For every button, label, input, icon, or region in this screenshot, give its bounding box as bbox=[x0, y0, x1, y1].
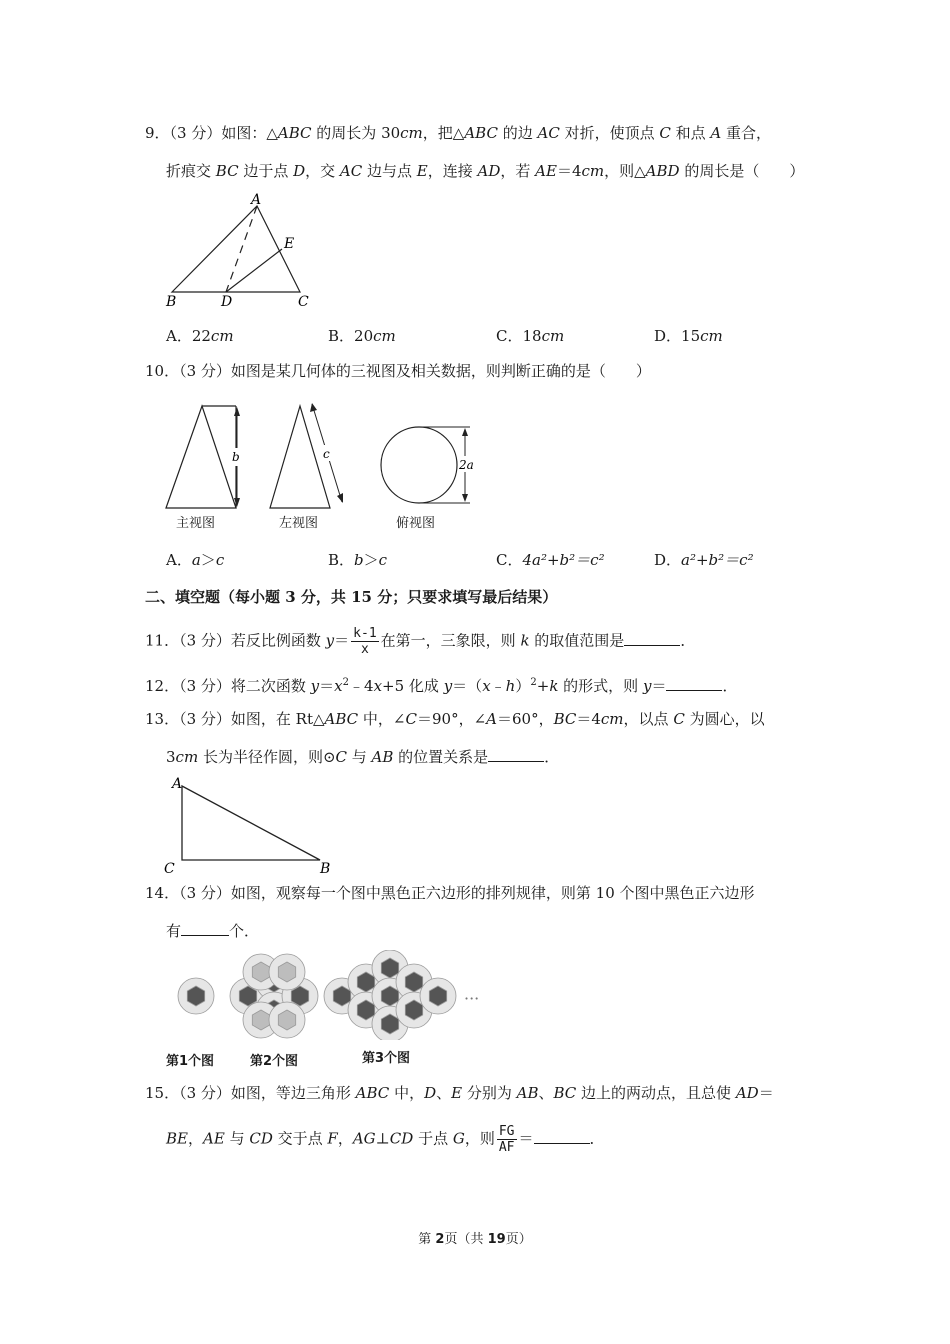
q9-option-a[interactable]: A．22cm bbox=[166, 327, 234, 345]
q10-dim-c: c bbox=[323, 447, 330, 461]
q13-right-triangle-figure bbox=[160, 772, 340, 877]
q14-ellipsis: ··· bbox=[464, 989, 480, 1008]
q10-dim-c-arrow-top bbox=[310, 403, 317, 412]
q13-line2: 3cm 长为半径作圆，则⊙C 与 AB 的位置关系是 ． bbox=[166, 748, 560, 766]
q13-triangle-abc bbox=[182, 786, 320, 860]
q13-label-b: B bbox=[320, 861, 331, 877]
q9-label-c: C bbox=[298, 294, 309, 310]
q15-answer-blank[interactable] bbox=[534, 1129, 590, 1144]
q9-segment-de bbox=[226, 249, 282, 292]
q9-line2: 折痕交 BC 边于点 D，交 AC 边与点 E，连接 AD，若 AE＝4cm，则△ABD 的周长是（ ） bbox=[166, 162, 805, 180]
q14-answer-blank[interactable] bbox=[181, 921, 229, 936]
q10-top-view-circle bbox=[381, 427, 457, 503]
q10-dim-b: b bbox=[232, 450, 240, 464]
q14-line1: 14．（3 分）如图，观察每一个图中黑色正六边形的排列规律，则第 10 个图中黑色正六边形 bbox=[145, 884, 755, 902]
q12-answer-blank[interactable] bbox=[666, 676, 722, 691]
q13-answer-blank[interactable] bbox=[488, 747, 544, 762]
q10-dim-d: 2a bbox=[459, 458, 474, 472]
q10-caption-top: 俯视图 bbox=[396, 516, 436, 531]
q11-answer-blank[interactable] bbox=[624, 631, 680, 646]
q10-caption-main: 主视图 bbox=[176, 516, 216, 531]
q9-option-c[interactable]: C．18cm bbox=[496, 327, 565, 345]
q9-triangle-figure bbox=[160, 192, 320, 312]
q10-option-d[interactable]: D．a²+b²＝c² bbox=[654, 551, 754, 569]
q9-label-b: B bbox=[166, 294, 177, 310]
q10-caption-left: 左视图 bbox=[279, 516, 319, 531]
q9-triangle-abc bbox=[172, 206, 300, 292]
q13-line1: 13．（3 分）如图，在 Rt△ABC 中，∠C＝90°，∠A＝60°，BC＝4cm，以点 C 为圆心，以 bbox=[145, 710, 765, 728]
q15-line1: 15．（3 分）如图，等边三角形 ABC 中，D、E 分别为 AB、BC 边上的两动点，且总使 AD＝ bbox=[145, 1084, 774, 1102]
q14-line2: 有 个． bbox=[166, 922, 260, 940]
page-footer: 第 2页（共 19页） bbox=[418, 1232, 532, 1247]
q10-three-views-figure bbox=[160, 398, 490, 513]
q10-dim-d-arrow-top bbox=[462, 428, 468, 436]
q15-fraction: $\frac{FG}{AF}$ bbox=[498, 1124, 515, 1155]
q9-label-e: E bbox=[284, 236, 295, 252]
q9-line1: 9．（3 分）如图：△ABC 的周长为 30cm，把△ABC 的边 AC 对折，使顶点 C 和点 A 重合， bbox=[145, 124, 772, 142]
q9-label-a: A bbox=[251, 192, 262, 208]
q10-dim-c-arrow-bottom bbox=[337, 493, 343, 503]
q9-option-b[interactable]: B．20cm bbox=[328, 327, 396, 345]
q13-label-a: A bbox=[172, 776, 183, 792]
q15-line2: BE，AE 与 CD 交于点 F，AG⊥CD 于点 G，则 $\frac{FG}{AF}$ ＝ ． bbox=[166, 1124, 605, 1155]
q13-label-c: C bbox=[164, 861, 175, 877]
q10-dim-d-arrow-bottom bbox=[462, 494, 468, 502]
q10-line1: 10．（3 分）如图是某几何体的三视图及相关数据，则判断正确的是（ ） bbox=[145, 362, 651, 380]
section-heading-fill-in: 二、填空题（每小题 3 分，共 15 分；只要求填写最后结果） bbox=[145, 588, 558, 606]
q10-option-a[interactable]: A．a＞c bbox=[166, 551, 225, 569]
q14-caption-1: 第1个图 bbox=[166, 1054, 215, 1069]
q9-label-d: D bbox=[221, 294, 233, 310]
q10-main-view bbox=[166, 406, 236, 508]
q14-caption-2: 第2个图 bbox=[250, 1054, 299, 1069]
q11-line: 11．（3 分）若反比例函数 y＝ $\frac{k-1}{x}$ 在第一，三象限，则 k 的取值范围是 ． bbox=[145, 626, 696, 657]
q9-fold-ad bbox=[226, 206, 257, 292]
q14-hexagon-pattern-figure bbox=[170, 950, 500, 1040]
q10-option-c[interactable]: C．4a²+b²＝c² bbox=[496, 551, 605, 569]
q11-fraction: $\frac{k-1}{x}$ bbox=[353, 626, 377, 657]
q10-dim-b-arrow-top bbox=[234, 407, 240, 416]
q14-caption-3: 第3个图 bbox=[362, 1051, 411, 1066]
q10-option-b[interactable]: B．b＞c bbox=[328, 551, 388, 569]
q12-line: 12．（3 分）将二次函数 $y=x^2﹣4x+5$ 化成 y＝（x﹣h）$^2$+k 的形式，则 y＝ ． bbox=[145, 677, 738, 695]
q9-option-d[interactable]: D．15cm bbox=[654, 327, 723, 345]
